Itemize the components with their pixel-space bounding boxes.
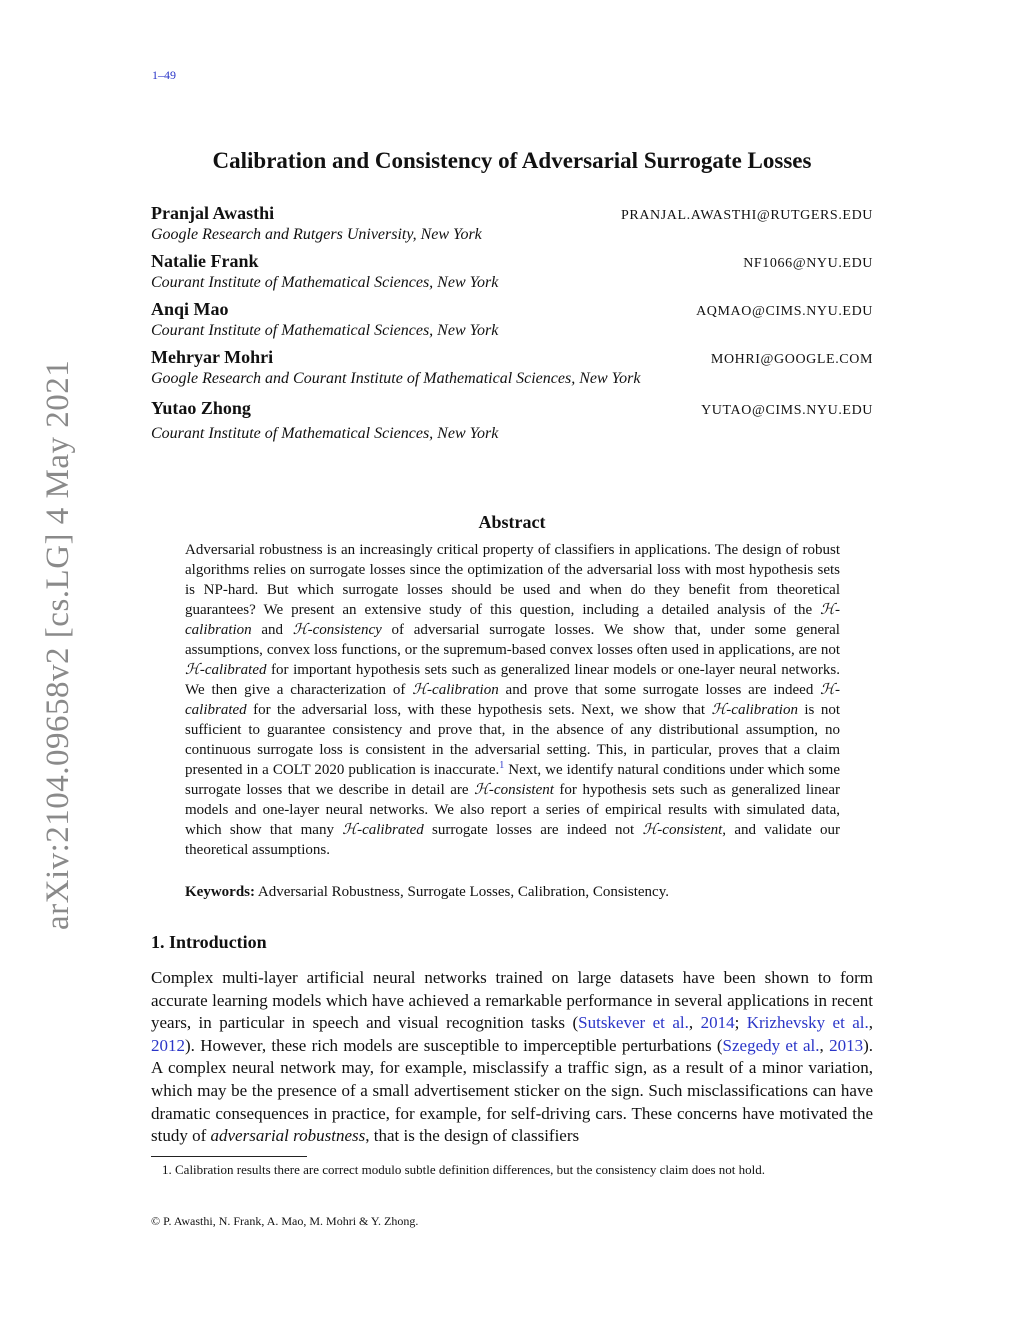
footnote: 1. Calibration results there are correct modulo subtle definition differences, but the consistency claim does not hold.: [162, 1162, 766, 1177]
author-affiliation: Google Research and Rutgers University, New York: [151, 226, 482, 243]
keywords-text: Adversarial Robustness, Surrogate Losses, Calibration, Consistency.: [255, 884, 669, 900]
author-name: Natalie Frank: [151, 251, 259, 271]
author-affiliation: Courant Institute of Mathematical Sciences, New York: [151, 274, 499, 291]
author-email: PRANJAL.AWASTHI@RUTGERS.EDU: [621, 208, 873, 223]
abstract-heading: Abstract: [478, 512, 546, 532]
abstract-text: for hypothesis sets such as generalized linear models and one-layer neural networks. We also report a series of empirical results with simulated data, which show that many: [185, 782, 840, 838]
intro-text: ,: [819, 1035, 830, 1055]
intro-text: ). However, these rich models are susceptible to imperceptible perturbations (: [185, 1035, 723, 1055]
citation-link[interactable]: Szegedy et al.: [722, 1035, 820, 1055]
intro-text: ). A complex neural network may, for example, misclassify a traffic sign, as a result of a minor variation, which may be the presence of a small advertisement sticker on the sign. Such misclassifications can have dramatic consequences in practice, for example, for self-driving cars. These concerns have motivated the study of: [151, 1035, 873, 1146]
keywords-label: Keywords:: [185, 884, 255, 900]
author-email: YUTAO@CIMS.NYU.EDU: [701, 403, 873, 418]
page-range: 1–49: [152, 68, 176, 82]
author-name: Mehryar Mohri: [151, 347, 274, 367]
abstract-term: ℋ-calibrated: [185, 662, 267, 678]
abstract-body: [185, 540, 840, 860]
intro-emphasis: adversarial robustness: [210, 1126, 366, 1146]
abstract-text: Next, we identify natural conditions under which some surrogate losses that we describe in detail are: [185, 762, 841, 798]
intro-text: , that is the design of classifiers: [365, 1126, 580, 1146]
abstract-term: ℋ-calibration: [185, 602, 840, 638]
copyright-notice: © P. Awasthi, N. Frank, A. Mao, M. Mohri & Y. Zhong.: [151, 1214, 419, 1228]
author-block: [151, 251, 873, 292]
author-block: [151, 347, 873, 388]
footnote-divider: [151, 1156, 307, 1157]
author-block: [151, 398, 873, 443]
author-email: NF1066@NYU.EDU: [743, 256, 873, 271]
abstract-paragraph: [185, 540, 840, 860]
intro-text: ,: [688, 1013, 701, 1033]
citation-link[interactable]: Sutskever et al.: [578, 1013, 689, 1033]
author-name: Pranjal Awasthi: [151, 203, 275, 223]
introduction-paragraph: [151, 967, 873, 1148]
footnote-marker[interactable]: 1: [499, 760, 505, 771]
abstract-term: ℋ-calibrated: [342, 822, 424, 838]
author-block: [151, 203, 873, 244]
author-name: Anqi Mao: [151, 299, 229, 319]
author-affiliation: Courant Institute of Mathematical Sciences, New York: [151, 322, 499, 339]
author-affiliation: Courant Institute of Mathematical Sciences, New York: [151, 425, 499, 442]
abstract-text: for important hypothesis sets such as generalized linear models or one-layer neural networks. We then give a characterization of: [185, 662, 840, 698]
abstract-text: is not sufficient to guarantee consistency and prove that, in the absence of any distributional assumption, no continuous surrogate loss is consistent in the adversarial setting. This, in particular, proves that a claim presented in a COLT 2020 publication is inaccurate.: [185, 702, 840, 778]
author-email: MOHRI@GOOGLE.COM: [710, 352, 873, 367]
intro-text: ;: [734, 1013, 747, 1033]
abstract-text: and: [251, 622, 293, 638]
abstract-text: Adversarial robustness is an increasingly critical property of classifiers in applications. The design of robust algorithms relies on surrogate losses since the optimization of the adversarial loss with most hypothesis sets is NP-hard. But which surrogate losses should be used and when do they benefit from theoretical guarantees? We present an extensive study of this question, including a detailed analysis of the: [185, 542, 840, 618]
keywords-line: [185, 882, 840, 902]
citation-year-link[interactable]: 2014: [700, 1013, 735, 1033]
abstract-text: for the adversarial loss, with these hypothesis sets. Next, we show that: [246, 702, 712, 718]
paper-title: Calibration and Consistency of Adversarial Surrogate Losses: [212, 148, 812, 173]
abstract-term: ℋ-consistent: [474, 782, 554, 798]
author-name: Yutao Zhong: [151, 398, 251, 418]
intro-text: Complex multi-layer artificial neural networks trained on large datasets have been shown to form accurate learning models which have achieved a remarkable performance in several applications in recent years, in particular in speech and visual recognition tasks (: [151, 968, 873, 1033]
citation-year-link[interactable]: 2013: [829, 1035, 864, 1055]
arxiv-identifier-stamp: arXiv:2104.09658v2 [cs.LG] 4 May 2021: [40, 359, 76, 930]
citation-year-link[interactable]: 2012: [151, 1035, 185, 1055]
abstract-term: ℋ-consistency: [292, 622, 382, 638]
abstract-text: of adversarial surrogate losses. We show that, under some general assumptions, convex loss functions, or the supremum-based convex losses often used in applications, are not: [185, 622, 840, 658]
author-email: AQMAO@CIMS.NYU.EDU: [696, 304, 873, 319]
citation-link[interactable]: Krizhevsky et al.: [746, 1013, 869, 1033]
abstract-text: and prove that some surrogate losses are indeed: [498, 682, 821, 698]
abstract-term: ℋ-calibration: [412, 682, 499, 698]
author-affiliation: Google Research and Courant Institute of Mathematical Sciences, New York: [151, 370, 641, 387]
abstract-text: surrogate losses are indeed not: [423, 822, 643, 838]
abstract-term: ℋ-consistent: [642, 822, 723, 838]
abstract-term: ℋ-calibrated: [185, 682, 840, 718]
abstract-text: , and validate our theoretical assumptions.: [185, 822, 840, 858]
abstract-term: ℋ-calibration: [711, 702, 798, 718]
intro-text: ,: [868, 1013, 874, 1033]
section-heading-introduction: 1. Introduction: [151, 932, 267, 952]
author-block: [151, 299, 873, 340]
